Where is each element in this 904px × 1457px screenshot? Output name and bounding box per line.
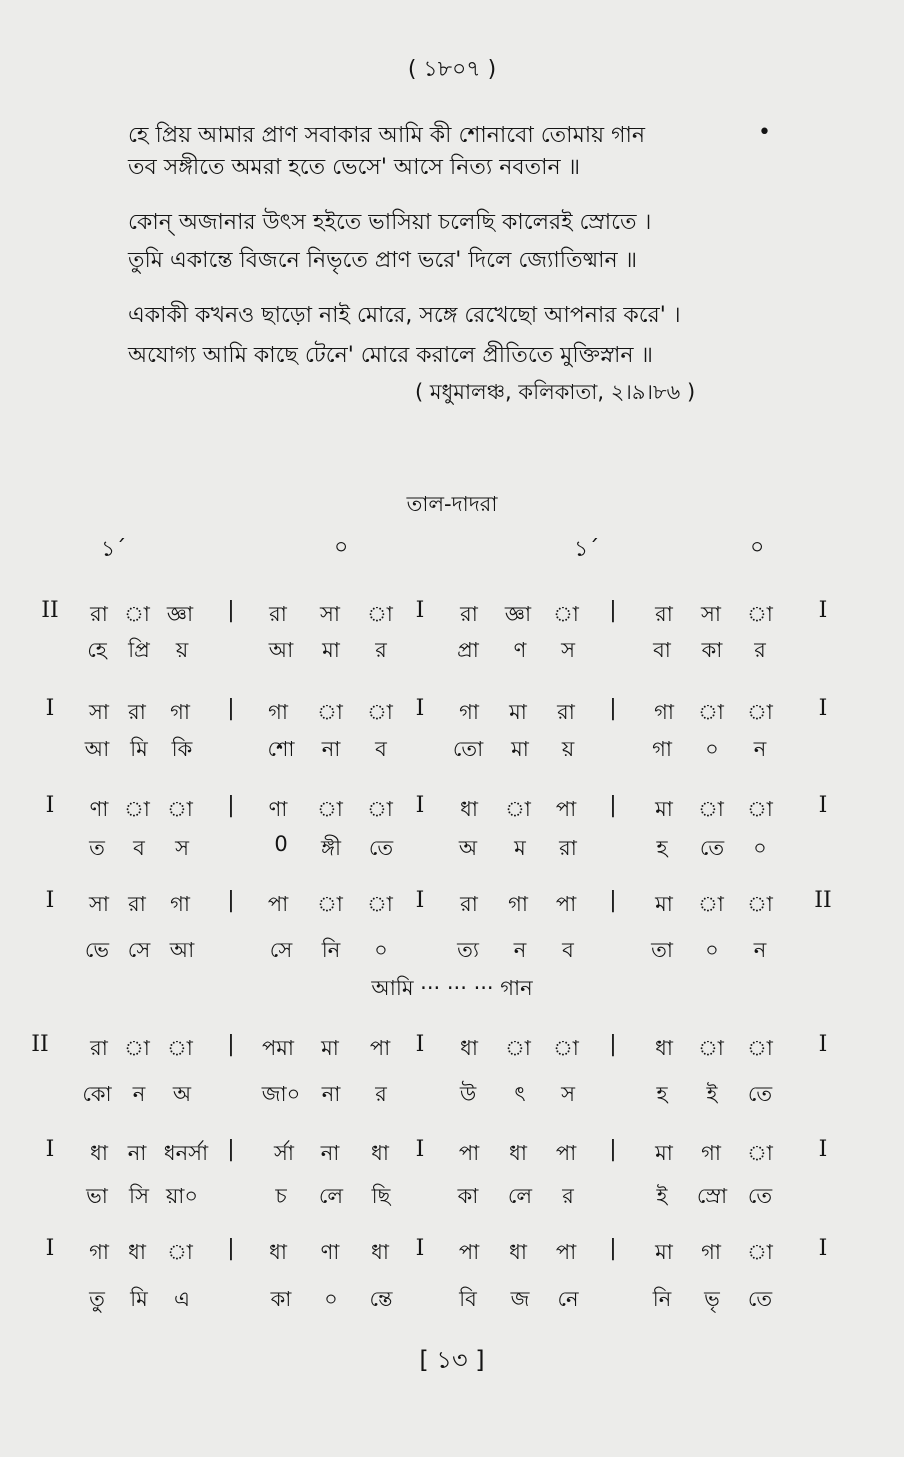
lyric-syllable: য় — [561, 737, 575, 761]
lyric-syllable: প্রা — [457, 638, 479, 662]
swara-note: ধা — [90, 1141, 108, 1165]
lyric-syllable: জ — [510, 1287, 530, 1311]
measure-bar: I — [45, 888, 55, 913]
lyric-syllable: না — [321, 737, 341, 761]
lyric-syllable: স্রো — [696, 1184, 728, 1208]
swara-note: ধা — [269, 1240, 287, 1264]
lyric-syllable: ভা — [86, 1184, 108, 1208]
swara-note: সা — [89, 892, 109, 916]
swara-note: া — [698, 700, 724, 724]
swara-note: া — [367, 602, 393, 626]
swara-row — [0, 1236, 904, 1276]
swara-note: মা — [655, 797, 673, 821]
swara-row — [0, 1137, 904, 1177]
lyric-syllable: কা — [457, 1184, 479, 1208]
swara-note: পা — [267, 892, 289, 916]
swara-note: ণা — [320, 1240, 340, 1264]
swara-note: মা — [655, 1240, 673, 1264]
lyric-syllable: তে — [699, 836, 725, 860]
lyric-syllable: নি — [321, 938, 341, 962]
lyric-syllable: ভে — [84, 938, 110, 962]
swara-note: সা — [89, 700, 109, 724]
swara-note: র্সা — [274, 1141, 294, 1165]
swara-note: া — [124, 1036, 150, 1060]
lyric-syllable: রা — [559, 836, 577, 860]
lyric-syllable: তে — [747, 1184, 773, 1208]
measure-bar: I — [818, 1032, 828, 1057]
poem-line: অযোগ্য আমি কাছে টেনে' মোরে করালে প্রীতিতে মুক্তিস্নান ॥ — [128, 343, 653, 368]
swara-note: জ্ঞা — [504, 602, 532, 626]
measure-bar: II — [814, 888, 832, 913]
swara-note: া — [505, 797, 531, 821]
swara-note: গা — [170, 892, 190, 916]
measure-bar: I — [45, 1137, 55, 1162]
lyric-row — [0, 934, 904, 974]
poem-line: তুমি একান্তে বিজনে নিভৃতে প্রাণ ভরে' দিলে জ্যোতিষ্মান ॥ — [128, 248, 638, 273]
swara-row — [0, 598, 904, 638]
measure-bar: I — [415, 696, 425, 721]
swara-note: া — [317, 892, 343, 916]
lyric-syllable: গা — [652, 737, 672, 761]
lyric-syllable: ০ — [324, 1287, 338, 1311]
swara-note: ণা — [268, 797, 288, 821]
lyric-syllable: তু — [89, 1287, 105, 1311]
swara-note: া — [505, 1036, 531, 1060]
beat-bar: | — [227, 888, 235, 913]
swara-note: রা — [655, 602, 673, 626]
swara-note: া — [747, 892, 773, 916]
lyric-syllable: ০ — [705, 737, 719, 761]
lyric-row — [0, 1078, 904, 1118]
lyric-syllable: ০ — [705, 938, 719, 962]
lyric-syllable: মি — [130, 737, 148, 761]
swara-note: ধা — [509, 1141, 527, 1165]
poem-line: তব সঙ্গীতে অমরা হতে ভেসে' আসে নিত্য নবতান ॥ — [128, 155, 581, 180]
swara-note: রা — [269, 602, 287, 626]
lyric-syllable: ই — [656, 1184, 668, 1208]
lyric-syllable: য় — [175, 638, 189, 662]
swara-note: মা — [655, 892, 673, 916]
lyric-syllable: নে — [557, 1287, 579, 1311]
lyric-syllable: তা — [651, 938, 673, 962]
swara-note: না — [127, 1141, 147, 1165]
swara-note: া — [367, 700, 393, 724]
swara-note: পা — [555, 1141, 577, 1165]
swara-note: ধা — [371, 1141, 389, 1165]
swara-note: ণা — [89, 797, 109, 821]
lyric-syllable: অ — [172, 1082, 192, 1106]
lyric-syllable: প্রি — [128, 638, 150, 662]
lyric-syllable: স — [561, 638, 575, 662]
lyric-syllable: তো — [452, 737, 484, 761]
lyric-syllable: ব — [375, 737, 387, 761]
swara-note: মা — [509, 700, 527, 724]
lyric-syllable: স — [175, 836, 189, 860]
swara-row — [0, 1032, 904, 1072]
lyric-syllable: ই — [706, 1082, 718, 1106]
lyric-syllable: কো — [82, 1082, 112, 1106]
swara-note: রা — [460, 602, 478, 626]
swara-note: রা — [128, 700, 146, 724]
lyric-syllable: মি — [130, 1287, 148, 1311]
lyric-syllable: ন্তে — [369, 1287, 393, 1311]
swara-note: া — [698, 797, 724, 821]
swara-note: ধা — [460, 797, 478, 821]
swara-note: পা — [458, 1240, 480, 1264]
swara-note: ধা — [509, 1240, 527, 1264]
swara-note: গা — [701, 1141, 721, 1165]
swara-note: া — [167, 1240, 193, 1264]
beat-bar: | — [227, 1236, 235, 1261]
swara-note: া — [317, 700, 343, 724]
beat-bar: | — [227, 598, 235, 623]
swara-row — [0, 888, 904, 928]
swara-note: ধনর্সা — [163, 1141, 209, 1165]
swara-note: রা — [557, 700, 575, 724]
swara-note: পা — [555, 797, 577, 821]
measure-bar: I — [415, 888, 425, 913]
lyric-syllable: কা — [270, 1287, 292, 1311]
lyric-syllable: হ — [656, 1082, 668, 1106]
beat-bar: | — [609, 1137, 617, 1162]
lyric-row — [0, 832, 904, 872]
swara-note: মা — [655, 1141, 673, 1165]
lyric-syllable: আ — [84, 737, 110, 761]
swara-note: া — [124, 602, 150, 626]
lyric-syllable: উ — [459, 1082, 477, 1106]
lyric-syllable: লে — [507, 1184, 533, 1208]
swara-note: া — [747, 602, 773, 626]
swara-row — [0, 793, 904, 833]
lyric-syllable: ব — [562, 938, 574, 962]
swara-note: সা — [701, 602, 721, 626]
lyric-syllable: ন — [132, 1082, 146, 1106]
lyric-syllable: ঙ্গী — [321, 836, 341, 860]
lyric-syllable: ত্য — [457, 938, 479, 962]
beat-bar: | — [227, 696, 235, 721]
beat-bar: | — [227, 793, 235, 818]
lyric-syllable: হ — [656, 836, 668, 860]
lyric-syllable: সে — [127, 938, 151, 962]
swara-note: া — [747, 797, 773, 821]
measure-bar: I — [818, 793, 828, 818]
poem-line: কোন্ অজানার উৎস হইতে ভাসিয়া চলেছি কালেরই স্রোতে । — [128, 210, 652, 235]
lyric-syllable: র — [754, 638, 766, 662]
swara-note: া — [167, 1036, 193, 1060]
lyric-syllable: বি — [459, 1287, 477, 1311]
swara-note: পা — [458, 1141, 480, 1165]
lyric-syllable: ন — [753, 938, 767, 962]
swara-note: া — [317, 797, 343, 821]
lyric-syllable: লে — [318, 1184, 344, 1208]
lyric-row — [0, 1283, 904, 1323]
swara-note: া — [698, 1036, 724, 1060]
beat-bar: | — [609, 1032, 617, 1057]
lyric-syllable: মা — [322, 638, 340, 662]
swara-note: ধা — [128, 1240, 146, 1264]
swara-note: গা — [89, 1240, 109, 1264]
lyric-syllable: র — [562, 1184, 574, 1208]
lyric-syllable: শো — [267, 737, 295, 761]
lyric-syllable: তে — [747, 1287, 773, 1311]
lyric-syllable: য়া০ — [165, 1184, 199, 1208]
measure-bar: I — [45, 793, 55, 818]
measure-bar: I — [415, 598, 425, 623]
lyric-syllable: র — [375, 1082, 387, 1106]
swara-note: পা — [369, 1036, 391, 1060]
lyric-syllable: ন — [513, 938, 527, 962]
swara-note: পা — [555, 1240, 577, 1264]
swara-note: গা — [268, 700, 288, 724]
lyric-syllable: তে — [368, 836, 394, 860]
lyric-syllable: র — [375, 638, 387, 662]
lyric-row — [0, 1180, 904, 1220]
swara-note: রা — [128, 892, 146, 916]
measure-bar: I — [818, 598, 828, 623]
lyric-row — [0, 733, 904, 773]
tala-mark: ১´ — [574, 537, 600, 562]
stray-dot: • — [758, 120, 771, 145]
swara-note: জ্ঞা — [166, 602, 194, 626]
measure-bar: I — [45, 1236, 55, 1261]
lyric-syllable: ব — [133, 836, 145, 860]
page-header: ( ১৮০৭ ) — [407, 57, 497, 82]
lyric-syllable: ০ — [374, 938, 388, 962]
swara-note: পা — [555, 892, 577, 916]
swara-note: া — [553, 1036, 579, 1060]
swara-note: গা — [508, 892, 528, 916]
measure-bar: I — [415, 1137, 425, 1162]
lyric-syllable: 0 — [274, 832, 288, 856]
lyric-syllable: আ — [169, 938, 195, 962]
measure-bar: I — [45, 696, 55, 721]
swara-note: না — [320, 1141, 340, 1165]
swara-note: া — [553, 602, 579, 626]
lyric-syllable: ত — [89, 836, 105, 860]
lyric-syllable: ভৃ — [704, 1287, 720, 1311]
swara-note: সা — [320, 602, 340, 626]
swara-note: গা — [701, 1240, 721, 1264]
swara-row — [0, 696, 904, 736]
lyric-syllable: ৎ — [514, 1082, 526, 1106]
swara-note: গা — [170, 700, 190, 724]
swara-note: রা — [90, 1036, 108, 1060]
lyric-syllable: না — [321, 1082, 341, 1106]
measure-bar: I — [415, 1032, 425, 1057]
lyric-syllable: কা — [701, 638, 723, 662]
lyric-syllable: ন — [753, 737, 767, 761]
lyric-syllable: চ — [275, 1184, 287, 1208]
tala-mark: ১´ — [101, 537, 127, 562]
swara-note: রা — [90, 602, 108, 626]
lyric-syllable: তে — [747, 1082, 773, 1106]
tala-mark: ০ — [334, 535, 349, 560]
swara-note: া — [698, 892, 724, 916]
lyric-row — [0, 634, 904, 674]
lyric-syllable: কি — [171, 737, 193, 761]
beat-bar: | — [609, 1236, 617, 1261]
measure-bar: I — [818, 1137, 828, 1162]
measure-bar: I — [415, 1236, 425, 1261]
lyric-syllable: সে — [269, 938, 293, 962]
poem-line: হে প্রিয় আমার প্রাণ সবাকার আমি কী শোনাবো তোমায় গান — [128, 123, 646, 148]
lyric-syllable: এ — [174, 1287, 190, 1311]
lyric-syllable: নি — [652, 1287, 672, 1311]
swara-note: া — [367, 892, 393, 916]
swara-note: ধা — [371, 1240, 389, 1264]
swara-note: ধা — [460, 1036, 478, 1060]
lyric-syllable: অ — [458, 836, 478, 860]
swara-note: া — [124, 797, 150, 821]
page-number: [ ১৩ ] — [419, 1346, 485, 1374]
lyric-syllable: হে — [87, 638, 107, 662]
lyric-syllable: স — [561, 1082, 575, 1106]
lyric-syllable: ণ — [513, 638, 527, 662]
swara-note: ধা — [655, 1036, 673, 1060]
beat-bar: | — [609, 696, 617, 721]
poem-attribution: ( মধুমালঞ্চ, কলিকাতা, ২।৯।৮৬ ) — [415, 380, 696, 404]
beat-bar: | — [227, 1137, 235, 1162]
swara-note: পমা — [261, 1036, 295, 1060]
swara-note: া — [167, 797, 193, 821]
measure-bar: II — [31, 1032, 49, 1057]
measure-bar: I — [415, 793, 425, 818]
poem-line: একাকী কখনও ছাড়ো নাই মোরে, সঙ্গে রেখেছো আপনার করে' । — [128, 303, 681, 328]
measure-bar: I — [818, 696, 828, 721]
beat-bar: | — [609, 598, 617, 623]
swara-note: া — [367, 797, 393, 821]
swara-note: া — [747, 1141, 773, 1165]
lyric-syllable: মা — [511, 737, 529, 761]
swara-note: রা — [460, 892, 478, 916]
swara-note: গা — [654, 700, 674, 724]
lyric-syllable: ছি — [371, 1184, 391, 1208]
swara-note: া — [747, 1036, 773, 1060]
lyric-syllable: জা০ — [261, 1082, 301, 1106]
lyric-syllable: ম — [514, 836, 526, 860]
lyric-syllable: আ — [268, 638, 294, 662]
swara-note: মা — [321, 1036, 339, 1060]
beat-bar: | — [227, 1032, 235, 1057]
beat-bar: | — [609, 888, 617, 913]
tala-title: তাল-দাদরা — [406, 492, 498, 516]
swara-note: া — [747, 1240, 773, 1264]
interlude-line: আমি ··· ··· ··· গান — [371, 976, 533, 1000]
lyric-syllable: বা — [653, 638, 671, 662]
measure-bar: I — [818, 1236, 828, 1261]
beat-bar: | — [609, 793, 617, 818]
lyric-syllable: সি — [129, 1184, 149, 1208]
tala-mark: ০ — [750, 535, 765, 560]
measure-bar: II — [41, 598, 59, 623]
swara-note: গা — [459, 700, 479, 724]
swara-note: া — [747, 700, 773, 724]
lyric-syllable: ০ — [753, 836, 767, 860]
